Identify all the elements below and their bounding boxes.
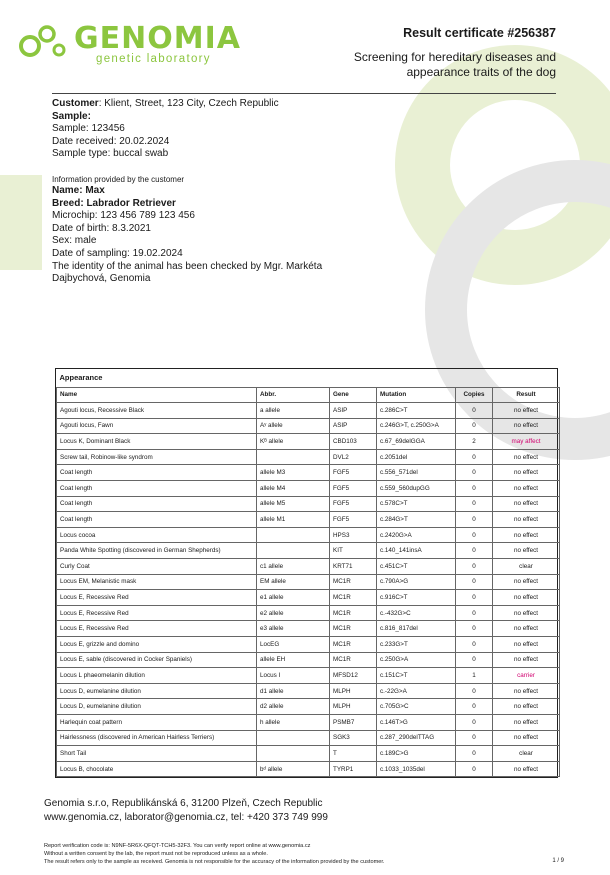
cell-gene: T (330, 746, 377, 762)
cell-result: no effect (493, 652, 560, 668)
table-row (57, 668, 560, 684)
cell-gene: MC1R (330, 621, 377, 637)
cell-abbr (257, 543, 330, 559)
cell-gene: DVL2 (330, 449, 377, 465)
cell-gene: MC1R (330, 637, 377, 653)
cell-mutation: c.233G>T (377, 637, 456, 653)
table-row (57, 652, 560, 668)
footer-notes (44, 842, 564, 867)
table-row (57, 605, 560, 621)
animal-sex: Sex: male (52, 235, 97, 247)
cell-abbr: d2 allele (257, 699, 330, 715)
cell-abbr: e2 allele (257, 605, 330, 621)
reproduction-note: Without a written consent by the lab, the report must not be reproduced unless as a whole. (44, 851, 268, 858)
certificate-title: Result certificate #256387 (403, 26, 556, 40)
col-header-mutation: Mutation (377, 387, 456, 403)
cell-mutation: c.816_817del (377, 621, 456, 637)
cell-abbr (257, 527, 330, 543)
cell-name: Locus L phaeomelanin dilution (57, 668, 257, 684)
cell-abbr: h allele (257, 714, 330, 730)
verification-note: Report verification code is: N9NF-5R6X-QFQT-TCH5-32F3. You can verify report online at www.genomia.cz (44, 843, 311, 849)
cell-name: Locus E, Recessive Red (57, 590, 257, 606)
cell-name: Short Tail (57, 746, 257, 762)
cell-abbr: allele M1 (257, 512, 330, 528)
customer-block (52, 98, 279, 161)
cell-gene: MFSD12 (330, 668, 377, 684)
cell-name: Locus E, Recessive Red (57, 621, 257, 637)
cell-name: Hairlessness (discovered in American Hairless Terriers) (57, 730, 257, 746)
cell-mutation: c.146T>G (377, 714, 456, 730)
cell-abbr: a allele (257, 403, 330, 419)
table-section-row (57, 369, 560, 387)
cell-abbr (257, 730, 330, 746)
cell-copies: 0 (456, 652, 493, 668)
cell-result: no effect (493, 465, 560, 481)
table-row (57, 512, 560, 528)
cell-mutation: c.578C>T (377, 496, 456, 512)
cell-copies: 0 (456, 496, 493, 512)
cell-mutation: c.-22G>A (377, 683, 456, 699)
cell-abbr: allele M5 (257, 496, 330, 512)
cell-name: Locus K, Dominant Black (57, 434, 257, 450)
cell-copies: 0 (456, 605, 493, 621)
cell-abbr: e1 allele (257, 590, 330, 606)
animal-name: Name: Max (52, 185, 105, 196)
cell-mutation: c.559_560dupGG (377, 481, 456, 497)
table-row (57, 621, 560, 637)
cell-name: Locus EM, Melanistic mask (57, 574, 257, 590)
cell-abbr: allele EH (257, 652, 330, 668)
cell-result: no effect (493, 496, 560, 512)
cell-gene: HPS3 (330, 527, 377, 543)
appearance-table (55, 368, 558, 778)
table-row (57, 699, 560, 715)
provided-note: Information provided by the customer (52, 175, 185, 184)
table-row (57, 637, 560, 653)
cell-mutation: c.246G>T, c.250G>A (377, 418, 456, 434)
logo-circles-icon (18, 20, 74, 60)
certificate-subtitle: Screening for hereditary diseases and appearance traits of the dog (353, 50, 556, 79)
cell-result: clear (493, 746, 560, 762)
customer-line: Customer: Klient, Street, 123 City, Czech Republic (52, 98, 279, 109)
cell-gene: SGK3 (330, 730, 377, 746)
cell-gene: ASIP (330, 403, 377, 419)
table-section-title: Appearance (57, 369, 560, 387)
cell-name: Coat length (57, 465, 257, 481)
cell-copies: 1 (456, 668, 493, 684)
cell-abbr: allele M4 (257, 481, 330, 497)
table-row (57, 730, 560, 746)
cell-copies: 0 (456, 543, 493, 559)
cell-gene: PSMB7 (330, 714, 377, 730)
page-number: 1 / 9 (552, 858, 564, 864)
cell-name: Curly Coat (57, 559, 257, 575)
cell-result: no effect (493, 730, 560, 746)
logo-subtitle: genetic laboratory (96, 53, 211, 65)
cell-result: no effect (493, 621, 560, 637)
cell-copies: 0 (456, 449, 493, 465)
cell-gene: FGF5 (330, 481, 377, 497)
cell-name: Locus E, sable (discovered in Cocker Spaniels) (57, 652, 257, 668)
cell-result: no effect (493, 714, 560, 730)
cell-abbr: Locus I (257, 668, 330, 684)
cell-gene: TYRP1 (330, 761, 377, 777)
cell-gene: FGF5 (330, 512, 377, 528)
cell-mutation: c.189C>G (377, 746, 456, 762)
table-row (57, 559, 560, 575)
sample-type: Sample type: buccal swab (52, 148, 169, 160)
cell-copies: 0 (456, 761, 493, 777)
table-row (57, 590, 560, 606)
cell-abbr: LocEG (257, 637, 330, 653)
cell-abbr: allele M3 (257, 465, 330, 481)
cell-copies: 0 (456, 481, 493, 497)
cell-copies: 2 (456, 434, 493, 450)
cell-copies: 0 (456, 714, 493, 730)
cell-copies: 0 (456, 730, 493, 746)
cell-copies: 0 (456, 418, 493, 434)
cell-gene: KRT71 (330, 559, 377, 575)
cell-mutation: c.287_290delTTAG (377, 730, 456, 746)
cell-result: no effect (493, 699, 560, 715)
cell-gene: FGF5 (330, 465, 377, 481)
cell-name: Locus E, Recessive Red (57, 605, 257, 621)
cell-gene: MLPH (330, 683, 377, 699)
table-row (57, 683, 560, 699)
cell-result: carrier (493, 668, 560, 684)
cell-copies: 0 (456, 637, 493, 653)
cell-copies: 0 (456, 746, 493, 762)
cell-abbr: e3 allele (257, 621, 330, 637)
sampling-date: Date of sampling: 19.02.2024 (52, 247, 183, 259)
cell-copies: 0 (456, 699, 493, 715)
cell-copies: 0 (456, 465, 493, 481)
table-row (57, 418, 560, 434)
cell-result: no effect (493, 403, 560, 419)
cell-mutation: c.286C>T (377, 403, 456, 419)
cell-mutation: c.2051del (377, 449, 456, 465)
cell-name: Agouti locus, Fawn (57, 418, 257, 434)
cell-abbr: Kᴮ allele (257, 434, 330, 450)
cell-abbr: EM allele (257, 574, 330, 590)
cell-abbr: c1 allele (257, 559, 330, 575)
background-block-green (0, 175, 42, 270)
cell-copies: 0 (456, 574, 493, 590)
cell-name: Agouti locus, Recessive Black (57, 403, 257, 419)
cell-result: no effect (493, 418, 560, 434)
table-row (57, 574, 560, 590)
cell-copies: 0 (456, 527, 493, 543)
cell-gene: FGF5 (330, 496, 377, 512)
cell-result: no effect (493, 683, 560, 699)
cell-mutation: c.284G>T (377, 512, 456, 528)
cell-mutation: c.2420G>A (377, 527, 456, 543)
sample-heading: Sample: (52, 110, 91, 122)
identity-check: The identity of the animal has been checked by Mgr. Markéta Dajbychová, Genomia (52, 260, 323, 285)
cell-mutation: c.916C>T (377, 590, 456, 606)
animal-breed: Breed: Labrador Retriever (52, 197, 176, 209)
cell-gene: KIT (330, 543, 377, 559)
table-header-row (57, 387, 560, 403)
cell-gene: MC1R (330, 590, 377, 606)
cell-copies: 0 (456, 590, 493, 606)
cell-result: clear (493, 559, 560, 575)
cell-abbr: Aʸ allele (257, 418, 330, 434)
cell-copies: 0 (456, 621, 493, 637)
cell-name: Locus D, eumelanine dilution (57, 683, 257, 699)
cell-name: Locus E, grizzle and domino (57, 637, 257, 653)
table-row (57, 761, 560, 777)
genomia-logo (18, 20, 258, 68)
disclaimer-note: The result refers only to the sample as received. Genomia is not responsible for the accuracy of the information provided by the customer. (44, 859, 385, 866)
cell-abbr: d1 allele (257, 683, 330, 699)
cell-mutation: c.705G>C (377, 699, 456, 715)
cell-name: Screw tail, Robinow-like syndrom (57, 449, 257, 465)
sample-id: Sample: 123456 (52, 123, 125, 135)
cell-gene: ASIP (330, 418, 377, 434)
col-header-name: Name (57, 387, 257, 403)
cell-gene: MC1R (330, 605, 377, 621)
cell-result: no effect (493, 590, 560, 606)
table-row (57, 746, 560, 762)
animal-microchip: Microchip: 123 456 789 123 456 (52, 210, 195, 222)
cell-name: Harlequin coat pattern (57, 714, 257, 730)
cell-abbr (257, 449, 330, 465)
table-row (57, 403, 560, 419)
col-header-gene: Gene (330, 387, 377, 403)
footer-address: Genomia s.r.o, Republikánská 6, 31200 Plzeň, Czech Republic www.genomia.cz, laborator@genomia.cz, tel: +420 373 749 999 (44, 798, 328, 823)
cell-copies: 0 (456, 683, 493, 699)
cell-result: may affect (493, 434, 560, 450)
cell-result: no effect (493, 512, 560, 528)
cell-gene: MLPH (330, 699, 377, 715)
cell-mutation: c.67_69delGGA (377, 434, 456, 450)
cell-copies: 0 (456, 512, 493, 528)
cell-name: Panda White Spotting (discovered in German Shepherds) (57, 543, 257, 559)
logo-name: GENOMIA (74, 21, 241, 56)
cell-gene: MC1R (330, 574, 377, 590)
cell-name: Coat length (57, 496, 257, 512)
table-row (57, 543, 560, 559)
cell-result: no effect (493, 449, 560, 465)
cell-result: no effect (493, 481, 560, 497)
col-header-copies: Copies (456, 387, 493, 403)
cell-name: Coat length (57, 512, 257, 528)
cell-copies: 0 (456, 559, 493, 575)
cell-name: Coat length (57, 481, 257, 497)
cell-mutation: c.556_571del (377, 465, 456, 481)
cell-mutation: c.451C>T (377, 559, 456, 575)
table-row (57, 496, 560, 512)
cell-result: no effect (493, 761, 560, 777)
cell-gene: MC1R (330, 652, 377, 668)
cell-result: no effect (493, 637, 560, 653)
cell-mutation: c.-432G>C (377, 605, 456, 621)
cell-result: no effect (493, 605, 560, 621)
header-divider (52, 93, 556, 94)
animal-block (52, 174, 372, 286)
cell-mutation: c.140_141insA (377, 543, 456, 559)
table-row (57, 449, 560, 465)
cell-mutation: c.151C>T (377, 668, 456, 684)
cell-gene: CBD103 (330, 434, 377, 450)
table-row (57, 434, 560, 450)
col-header-result: Result (493, 387, 560, 403)
date-received: Date received: 20.02.2024 (52, 135, 170, 147)
table-row (57, 527, 560, 543)
cell-abbr (257, 746, 330, 762)
cell-copies: 0 (456, 403, 493, 419)
animal-dob: Date of birth: 8.3.2021 (52, 222, 151, 234)
col-header-abbr: Abbr. (257, 387, 330, 403)
cell-mutation: c.250G>A (377, 652, 456, 668)
cell-result: no effect (493, 527, 560, 543)
cell-name: Locus cocoa (57, 527, 257, 543)
table-row (57, 714, 560, 730)
table-row (57, 465, 560, 481)
table-row (57, 481, 560, 497)
cell-name: Locus B, chocolate (57, 761, 257, 777)
cell-name: Locus D, eumelanine dilution (57, 699, 257, 715)
cell-abbr: bᵈ allele (257, 761, 330, 777)
cell-mutation: c.790A>G (377, 574, 456, 590)
cell-result: no effect (493, 543, 560, 559)
cell-mutation: c.1033_1035del (377, 761, 456, 777)
cell-result: no effect (493, 574, 560, 590)
